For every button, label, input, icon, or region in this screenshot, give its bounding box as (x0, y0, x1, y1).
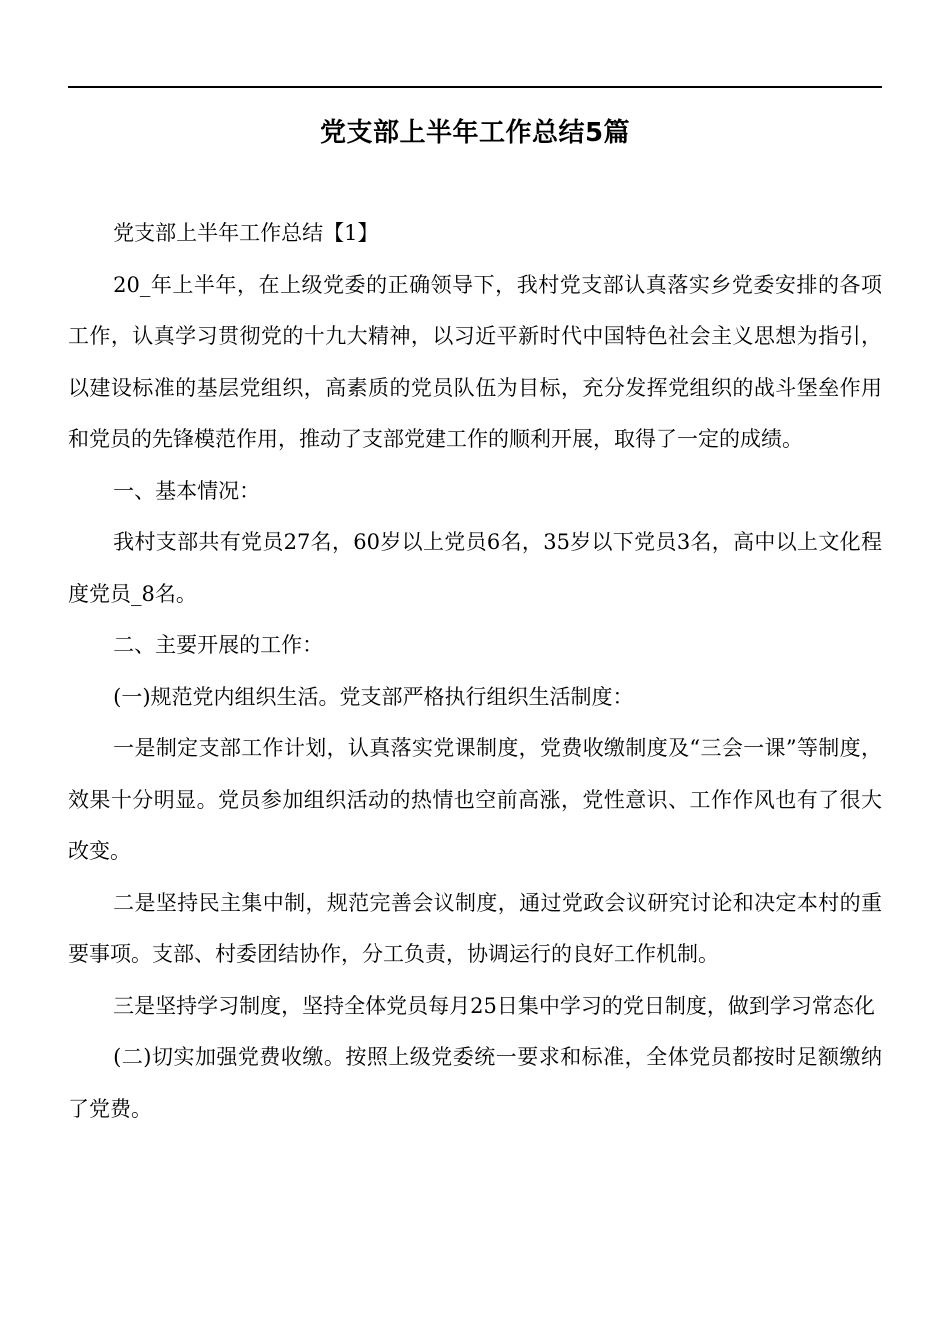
document-body (68, 208, 882, 1135)
work-item-1: 一是制定支部工作计划，认真落实党课制度，党费收缴制度及“三会一课”等制度，效果十分明显。党员参加组织活动的热情也空前高涨，党性意识、工作作风也有了很大改变。 (68, 736, 882, 863)
intro-paragraph: 20_年上半年，在上级党委的正确领导下，我村党支部认真落实乡党委安排的各项工作，认真学习贯彻党的十九大精神，以习近平新时代中国特色社会主义思想为指引，以建设标准的基层党组织，高素质的党员队伍为目标，充分发挥党组织的战斗堡垒作用和党员的先锋模范作用，推动了支部党建工作的顺利开展，取得了一定的成绩。 (68, 272, 882, 451)
main-work-heading: 二、主要开展的工作： (113, 633, 324, 657)
header-rule (68, 86, 882, 88)
document-title: 党支部上半年工作总结5篇 (319, 118, 631, 149)
subsection-heading-1: (一)规范党内组织生活。党支部严格执行组织生活制度： (113, 684, 634, 709)
subsection-paragraph-2: (二)切实加强党费收缴。按照上级党委统一要求和标准，全体党员都按时足额缴纳了党费。 (68, 1045, 882, 1121)
basic-situation-heading: 一、基本情况： (113, 478, 261, 503)
section-heading-1: 党支部上半年工作总结【1】 (113, 221, 379, 245)
work-item-3: 三是坚持学习制度，坚持全体党员每月25日集中学习的党日制度，做到学习常态化 (113, 993, 875, 1018)
work-item-2: 二是坚持民主集中制，规范完善会议制度，通过党政会议研究讨论和决定本村的重要事项。支部、村委团结协作，分工负责，协调运行的良好工作机制。 (68, 890, 882, 966)
basic-situation-paragraph: 我村支部共有党员27名，60岁以上党员6名，35岁以下党员3名，高中以上文化程度党员_8名。 (68, 530, 882, 606)
